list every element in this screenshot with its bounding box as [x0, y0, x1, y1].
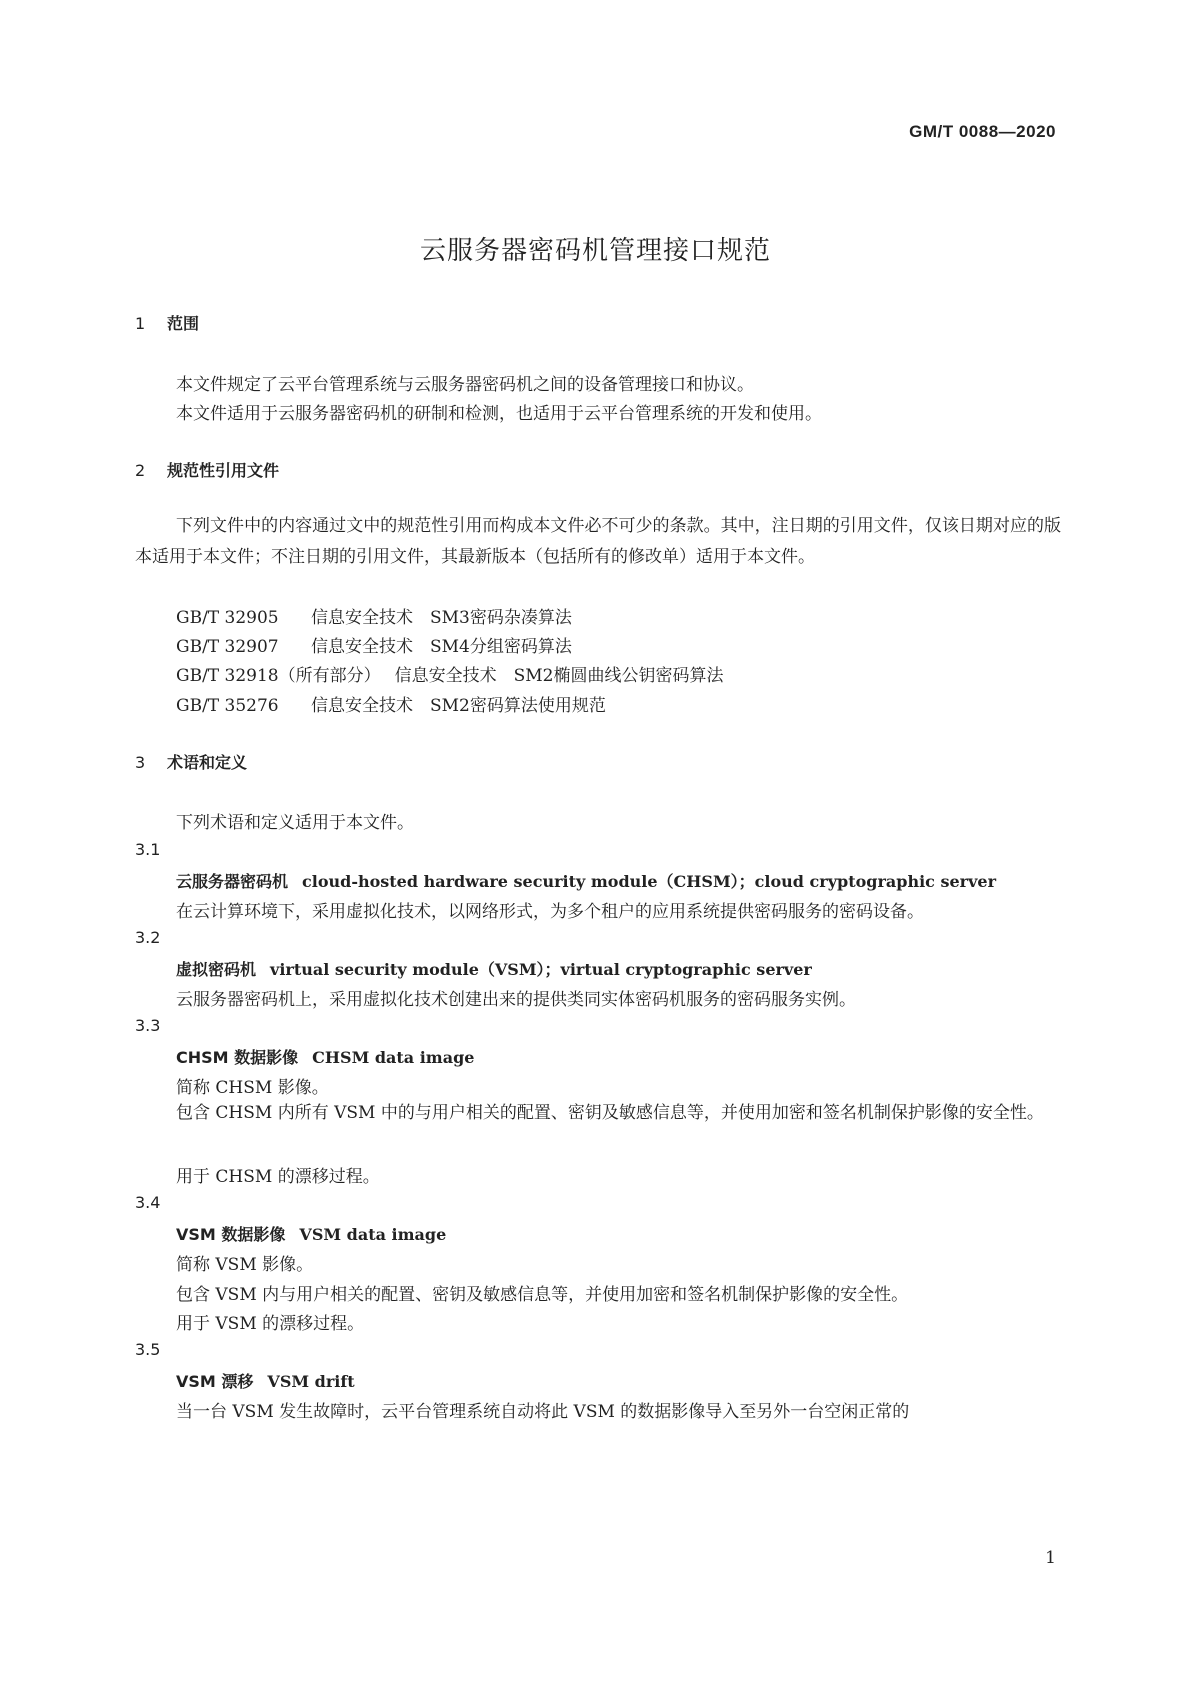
term-number: 3.2 — [135, 928, 161, 947]
term-zh: VSM 漂移 — [176, 1372, 254, 1391]
term-definition: 简称 VSM 影像。 — [176, 1255, 314, 1275]
reference-code: GB/T 32905 — [176, 608, 279, 628]
term-definition: 在云计算环境下，采用虚拟化技术，以网络形式，为多个租户的应用系统提供密码服务的密码设备。 — [176, 902, 924, 922]
term-heading — [176, 1369, 355, 1392]
page-title: 云服务器密码机管理接口规范 — [419, 236, 771, 266]
term-en: cloud-hosted hardware security module（CHSM）；cloud cryptographic server — [302, 872, 996, 891]
document-code: GM/T 0088—2020 — [909, 122, 1056, 141]
reference-code: GB/T 35276 — [176, 696, 279, 716]
section-title: 范围 — [167, 314, 200, 333]
term-definition: 云服务器密码机上，采用虚拟化技术创建出来的提供类同实体密码机服务的密码服务实例。 — [176, 990, 856, 1010]
term-heading — [176, 957, 812, 980]
section-title: 规范性引用文件 — [167, 461, 280, 480]
section-number: 1 — [135, 314, 146, 333]
term-en: VSM drift — [267, 1372, 355, 1391]
paragraph: 本文件适用于云服务器密码机的研制和检测，也适用于云平台管理系统的开发和使用。 — [176, 404, 822, 424]
term-heading — [176, 1045, 474, 1068]
term-number: 3.3 — [135, 1016, 161, 1035]
term-definition: 包含 CHSM 内所有 VSM 中的与用户相关的配置、密钥及敏感信息等，并使用加密和签名机制保护影像的安全性。 — [176, 1103, 1044, 1123]
page-number: 1 — [1045, 1548, 1056, 1568]
reference-name: 信息安全技术 SM4分组密码算法 — [311, 637, 572, 657]
term-definition: 用于 CHSM 的漂移过程。 — [176, 1167, 380, 1187]
term-definition: 用于 VSM 的漂移过程。 — [176, 1314, 365, 1334]
term-definition: 简称 CHSM 影像。 — [176, 1078, 329, 1098]
term-number: 3.4 — [135, 1193, 161, 1212]
paragraph: 下列文件中的内容通过文中的规范性引用而构成本文件必不可少的条款。其中，注日期的引用文件，仅该日期对应的版本适用于本文件；不注日期的引用文件，其最新版本（包括所有的修改单）适用于本文件。 — [135, 516, 1061, 567]
term-number: 3.1 — [135, 840, 161, 859]
reference-item — [176, 661, 724, 686]
reference-code: GB/T 32918（所有部分） — [176, 666, 381, 686]
term-en: CHSM data image — [312, 1048, 475, 1067]
reference-item — [176, 632, 572, 657]
reference-name: 信息安全技术 SM3密码杂凑算法 — [311, 608, 572, 628]
paragraph: 本文件规定了云平台管理系统与云服务器密码机之间的设备管理接口和协议。 — [176, 375, 754, 395]
term-en: VSM data image — [299, 1225, 447, 1244]
term-definition: 包含 VSM 内与用户相关的配置、密钥及敏感信息等，并使用加密和签名机制保护影像的安全性。 — [176, 1285, 909, 1305]
term-zh: 虚拟密码机 — [176, 960, 257, 979]
section-title: 术语和定义 — [167, 753, 248, 772]
term-heading — [176, 869, 996, 892]
reference-item — [176, 691, 606, 716]
term-zh: VSM 数据影像 — [176, 1225, 286, 1244]
section-number: 3 — [135, 753, 146, 772]
term-definition: 当一台 VSM 发生故障时，云平台管理系统自动将此 VSM 的数据影像导入至另外一台空闲正常的 — [176, 1402, 910, 1422]
term-heading — [176, 1222, 446, 1245]
reference-code: GB/T 32907 — [176, 637, 279, 657]
section-3-heading — [135, 750, 247, 773]
term-en: virtual security module（VSM）；virtual cryptographic server — [270, 960, 812, 979]
reference-item — [176, 603, 572, 628]
term-number: 3.5 — [135, 1340, 161, 1359]
reference-name: 信息安全技术 SM2椭圆曲线公钥密码算法 — [394, 666, 724, 686]
section-number: 2 — [135, 461, 146, 480]
term-zh: 云服务器密码机 — [176, 872, 289, 891]
section-2-heading — [135, 458, 279, 481]
section-1-heading — [135, 311, 199, 334]
reference-name: 信息安全技术 SM2密码算法使用规范 — [311, 696, 606, 716]
term-zh: CHSM 数据影像 — [176, 1048, 299, 1067]
paragraph: 下列术语和定义适用于本文件。 — [176, 813, 414, 833]
